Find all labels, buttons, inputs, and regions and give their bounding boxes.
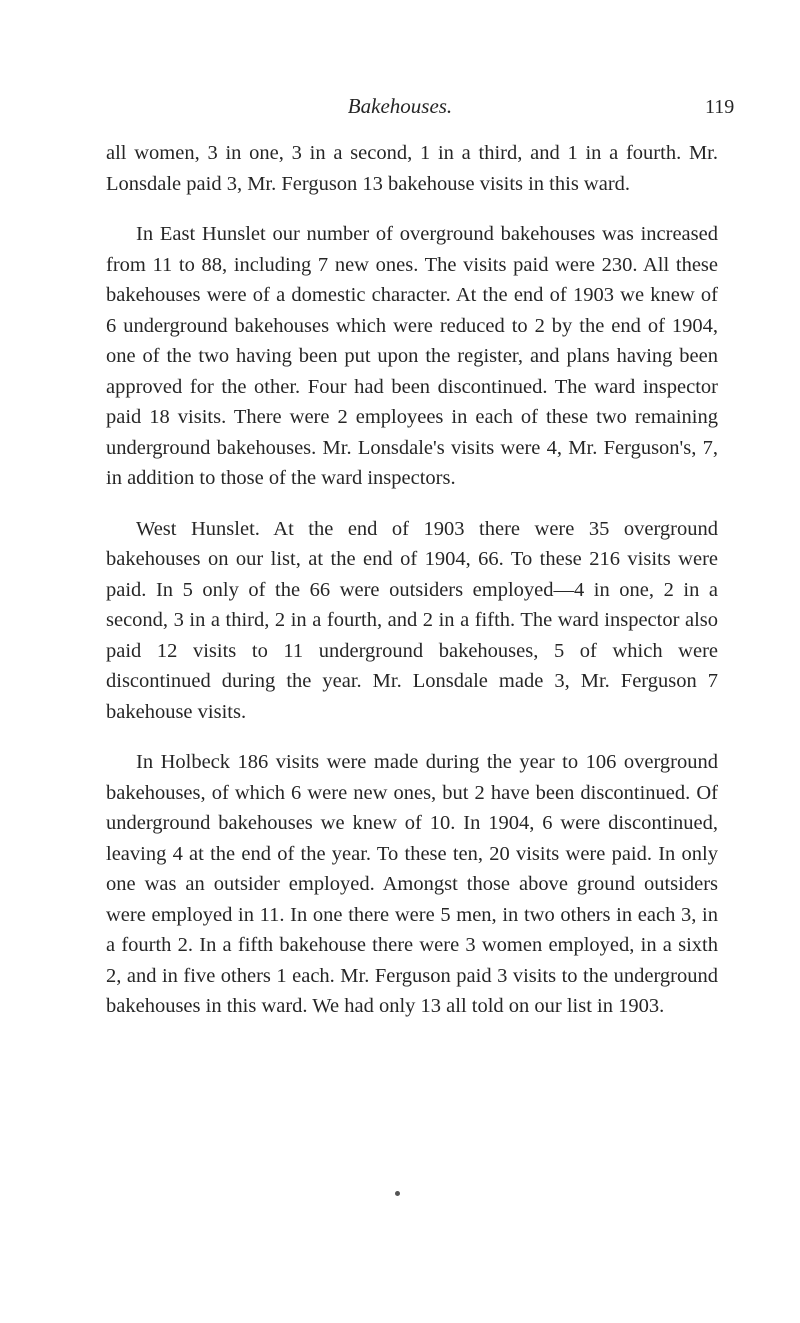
paragraph-east-hunslet: In East Hunslet our number of overground bakehouses was increased from 11 to 88, including 7 new ones. The visits paid were 230. All these bakehouses were of a domestic character. At the end of 1903 we knew of 6 underground bakehouses which were reduced to 2 by the end of 1904, one of the two having been put upon the register, and plans having been approved for the other. Four had been discontinued. The ward inspector paid 18 visits. There were 2 employees in each of these two remaining underground bakehouses. Mr. Lonsdale's visits were 4, Mr. Ferguson's, 7, in addition to those of the ward inspectors. [106,223,718,489]
paragraph-west-hunslet: West Hunslet. At the end of 1903 there were 35 overground bakehouses on our list, at the end of 1904, 66. To these 216 visits were paid. In 5 only of the 66 were outsiders employed—4 in one, 2 in a second, 3 in a third, 2 in a fourth, and 2 in a fifth. The ward inspector also paid 12 visits to 11 underground bakehouses, 5 of which were discontinued during the year. Mr. Lonsdale made 3, Mr. Ferguson 7 bakehouse visits. [106,517,718,723]
page-number: 119 [705,96,735,118]
ink-speck [395,1191,400,1196]
running-title: Bakehouses. [347,94,453,118]
paragraph-continuation: all women, 3 in one, 3 in a second, 1 in a third, and 1 in a fourth. Mr. Lonsdale paid 3, Mr. Ferguson 13 bakehouse visits in this ward. [106,142,718,195]
body-text [106,138,718,1042]
paragraph-holbeck: In Holbeck 186 visits were made during the year to 106 overground bakehouses, of which 6 were new ones, but 2 have been discontinued. Of underground bakehouses we knew of 10. In 1904, 6 were discontinued, leaving 4 at the end of the year. To these ten, 20 visits were paid. In only one was an outsider employed. Amongst those above ground outsiders were employed in 11. In one there were 5 men, in two others in each 3, in a fourth 2. In a fifth bakehouse there were 3 women employed, in a sixth 2, and in five others 1 each. Mr. Ferguson paid 3 visits to the underground bakehouses in this ward. We had only 13 all told on our list in 1903. [106,751,718,1017]
